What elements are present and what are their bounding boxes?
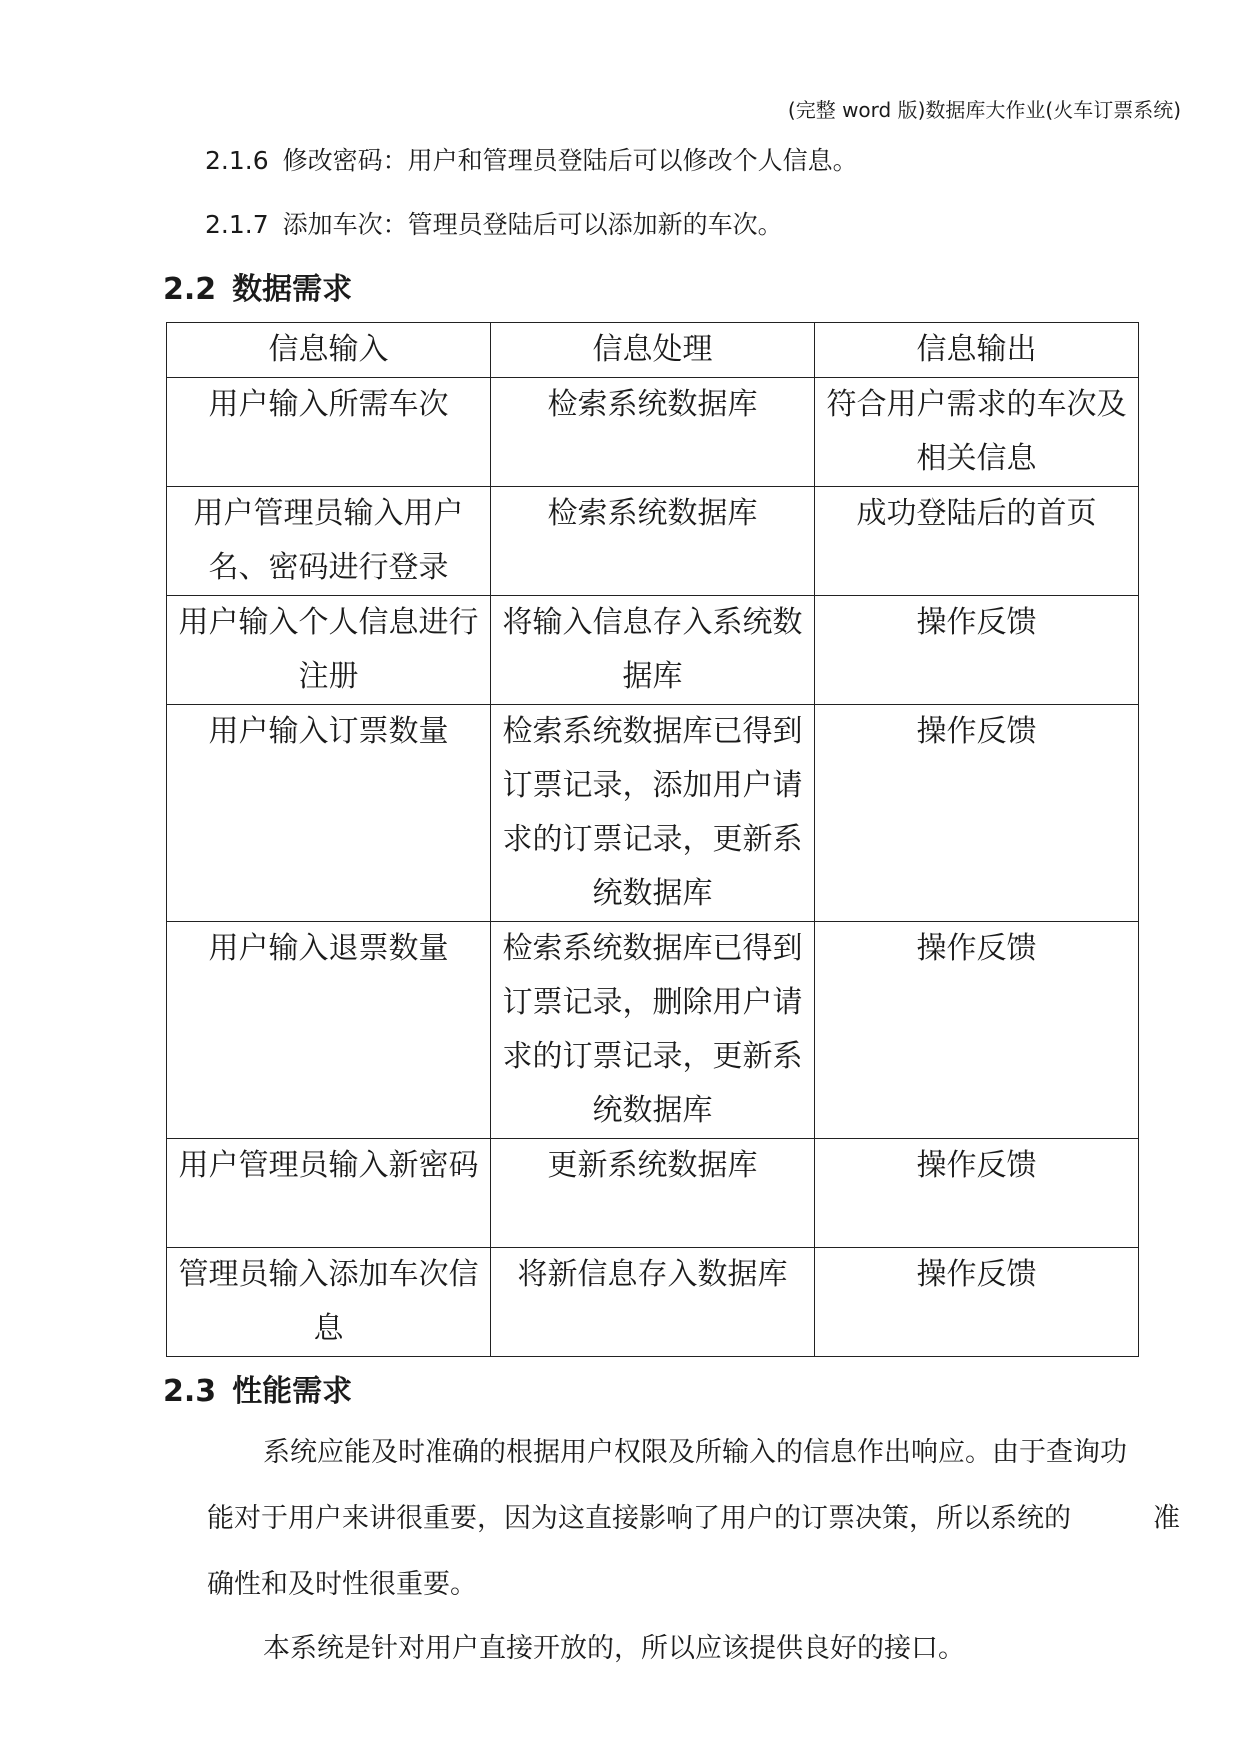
table-cell: 操作反馈 — [815, 1139, 1139, 1248]
section-number: 2.3 — [163, 1374, 217, 1409]
table-row — [167, 596, 1139, 705]
paragraph-line: 确性和及时性很重要。 — [207, 1569, 477, 1600]
table-row — [167, 1248, 1139, 1357]
table-cell: 用户输入退票数量 — [167, 922, 491, 1139]
table-cell: 将输入信息存入系统数据库 — [491, 596, 815, 705]
item-text: 修改密码：用户和管理员登陆后可以修改个人信息。 — [282, 146, 858, 175]
table-cell: 用户输入订票数量 — [167, 705, 491, 922]
item-number: 2.1.7 — [205, 210, 269, 239]
table-cell: 用户管理员输入用户名、密码进行登录 — [167, 487, 491, 596]
list-item-2-1-6 — [205, 144, 858, 178]
table-cell: 操作反馈 — [815, 596, 1139, 705]
table-cell: 更新系统数据库 — [491, 1139, 815, 1248]
item-number: 2.1.6 — [205, 146, 269, 175]
table-cell: 检索系统数据库已得到订票记录，添加用户请求的订票记录，更新系统数据库 — [491, 705, 815, 922]
section-number: 2.2 — [163, 272, 217, 307]
table-cell: 符合用户需求的车次及相关信息 — [815, 378, 1139, 487]
table-row — [167, 487, 1139, 596]
table-cell: 操作反馈 — [815, 705, 1139, 922]
column-header: 信息输入 — [167, 323, 491, 378]
table-cell: 检索系统数据库 — [491, 378, 815, 487]
table-header-row — [167, 323, 1139, 378]
paragraph: 本系统是针对用户直接开放的，所以应该提供良好的接口。 — [263, 1633, 965, 1664]
table-cell: 管理员输入添加车次信息 — [167, 1248, 491, 1357]
column-header: 信息输出 — [815, 323, 1139, 378]
table-row — [167, 378, 1139, 487]
column-header: 信息处理 — [491, 323, 815, 378]
data-requirements-table — [166, 322, 1139, 1357]
table-cell: 用户输入所需车次 — [167, 378, 491, 487]
item-text: 添加车次：管理员登陆后可以添加新的车次。 — [282, 210, 783, 239]
table-cell: 将新信息存入数据库 — [491, 1248, 815, 1357]
section-heading-performance — [163, 1372, 352, 1412]
paragraph-line: 能对于用户来讲很重要，因为这直接影响了用户的订票决策，所以系统的 — [207, 1503, 1071, 1534]
table-cell: 成功登陆后的首页 — [815, 487, 1139, 596]
paragraph-line: 系统应能及时准确的根据用户权限及所输入的信息作出响应。由于查询功 — [263, 1437, 1127, 1468]
page-header: (完整 word 版)数据库大作业(火车订票系统) — [787, 98, 1181, 122]
table-row — [167, 1139, 1139, 1248]
table-row — [167, 922, 1139, 1139]
list-item-2-1-7 — [205, 208, 783, 242]
table-cell: 检索系统数据库 — [491, 487, 815, 596]
table-cell: 用户管理员输入新密码 — [167, 1139, 491, 1248]
section-title: 性能需求 — [232, 1374, 353, 1409]
section-heading-data — [163, 270, 352, 310]
table-cell: 检索系统数据库已得到订票记录，删除用户请求的订票记录，更新系统数据库 — [491, 922, 815, 1139]
paragraph-line: 准 — [1153, 1503, 1180, 1534]
table-row — [167, 705, 1139, 922]
section-title: 数据需求 — [232, 272, 353, 307]
table-cell: 操作反馈 — [815, 1248, 1139, 1357]
table-cell: 用户输入个人信息进行注册 — [167, 596, 491, 705]
table-cell: 操作反馈 — [815, 922, 1139, 1139]
